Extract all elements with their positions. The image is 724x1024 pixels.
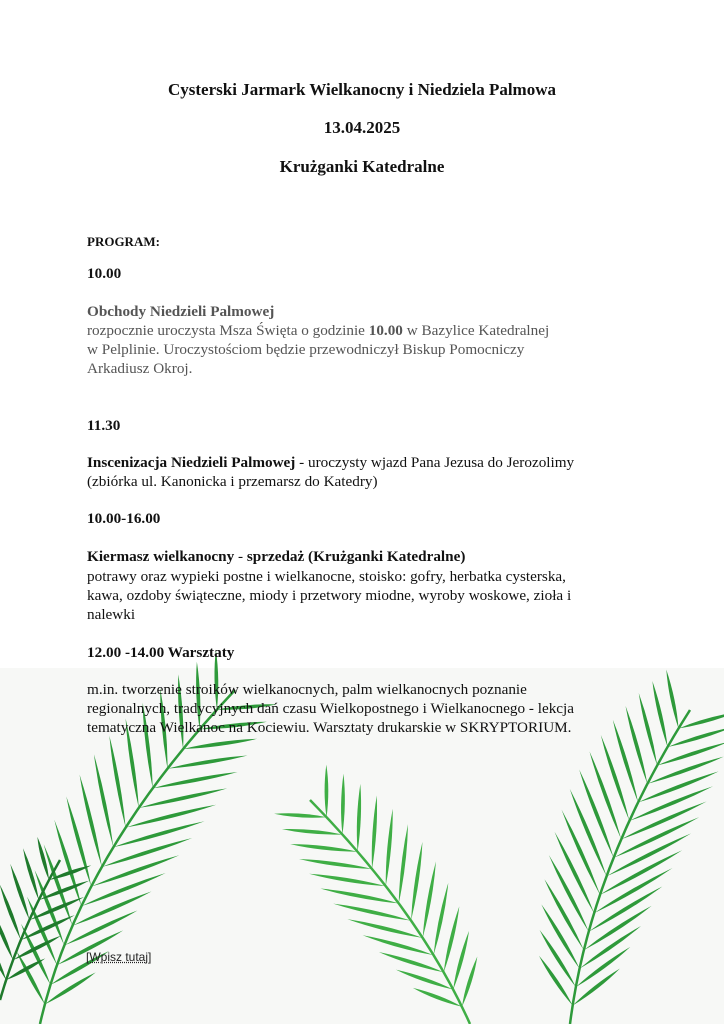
palm-leaflet (81, 873, 165, 906)
palm-leaflet (666, 670, 678, 729)
palm-leaflet (423, 861, 436, 938)
palm-leaflet (109, 736, 125, 828)
palm-leaflet (183, 739, 257, 749)
time-highlight: 10.00 (368, 322, 403, 339)
palm-leaflet (453, 931, 469, 990)
palm-leaflet (462, 956, 477, 1006)
text-span: rozpocznie uroczysta Msza Święta o godzinie (87, 322, 369, 339)
program-line-2-2: (zbiórka ul. Kanonicka i przemarsz do Katedry) (87, 473, 378, 490)
palm-leaflet (17, 951, 45, 1004)
palm-leaflet (540, 930, 576, 987)
program-label: PROGRAM: (87, 234, 160, 249)
program-time-1: 10.00 (87, 265, 122, 282)
event-title: Cysterski Jarmark Wielkanocny i Niedziela Palmowa (168, 80, 556, 99)
palm-leaflet (668, 727, 724, 747)
palm-leaflet (153, 772, 238, 788)
event-venue: Krużganki Katedralne (279, 157, 445, 176)
palm-leaflet (299, 859, 372, 869)
program-line-1-2: w Pelplinie. Uroczystościom będzie przewodniczył Biskup Pomocniczy (87, 341, 525, 358)
text-span: - uroczysty wjazd Pana Jezusa do Jerozolimy (295, 454, 575, 471)
palm-leaflet (652, 681, 667, 747)
palm-leaflet (357, 784, 361, 852)
program-heading-3 (87, 547, 465, 566)
palm-leaflet (570, 789, 607, 876)
palm-leaflet (94, 754, 113, 847)
palm-leaflet (411, 842, 422, 921)
palm-leaflet (541, 904, 579, 968)
text-span: - (234, 548, 247, 565)
program-time-3: 10.00-16.00 (87, 510, 161, 527)
palm-leaflet (386, 809, 393, 886)
program-line-3-3: nalewki (87, 606, 136, 623)
program-line-4-1: m.in. tworzenie stroików wielkanocnych, palm wielkanocnych poznanie (87, 681, 527, 698)
palm-leaflet (64, 910, 137, 945)
placeholder-text-field[interactable]: [Wpisz tutaj] (86, 950, 152, 964)
program-line-1-1 (87, 321, 549, 340)
program-heading-2: Inscenizacja Niedzieli Palmowej (87, 454, 296, 471)
heading-span: Kiermasz wielkanocny (87, 548, 235, 565)
palm-leaflet (320, 889, 398, 904)
palm-leaflet (10, 864, 29, 920)
palm-leaflet (72, 891, 151, 925)
palm-leaflet (444, 906, 460, 972)
palm-leaflet (601, 735, 630, 821)
palm-leaflet (434, 883, 449, 955)
program-line-4-3: tematyczna Wielkanoc na Kociewiu. Warsztaty drukarskie w SKRYPTORIUM. (87, 719, 572, 736)
program-time-2: 11.30 (87, 417, 121, 434)
palm-leaflet (639, 693, 657, 765)
palm-leaflet (679, 712, 724, 728)
palm-leaflet (399, 824, 408, 903)
palm-leaflet (37, 837, 49, 880)
palm-leaflet (372, 795, 377, 868)
palm-leaflet (539, 956, 573, 1006)
palm-leaflet (341, 774, 345, 835)
palm-leaflet (290, 844, 357, 852)
palm-leaflet (309, 874, 386, 886)
text-span: w Bazylice Katedralnej (402, 322, 550, 339)
palm-leaflet (579, 769, 613, 857)
palm-leaflet (325, 765, 329, 818)
program-time-4: 12.00 -14.00 Warsztaty (87, 644, 235, 661)
program-line-3-1: potrawy oraz wypieki postne i wielkanocne, stoisko: gofry, herbatka cysterska, (87, 568, 566, 585)
event-date: 13.04.2025 (323, 118, 401, 137)
palm-leaflet (274, 813, 327, 817)
palm-leaflet (168, 756, 248, 769)
heading-span: sprzedaż (Krużganki Katedralne) (246, 548, 466, 565)
program-heading-1: Obchody Niedzieli Palmowej (87, 303, 275, 320)
program-line-2-1 (87, 453, 574, 472)
program-line-1-3: Arkadiusz Okroj. (87, 360, 193, 377)
palm-leaflet (590, 751, 622, 839)
palm-leaflet (282, 829, 342, 835)
palm-leaf-middle (274, 765, 477, 1024)
program-line-3-2: kawa, ozdoby świąteczne, miody i przetwory miodne, wyroby woskowe, zioła i (87, 587, 572, 604)
palm-leaflet (0, 939, 6, 980)
program-line-4-2: regionalnych, tradycyjnych dań czasu Wielkopostnego i Wielkanocnego - lekcja (87, 700, 574, 717)
